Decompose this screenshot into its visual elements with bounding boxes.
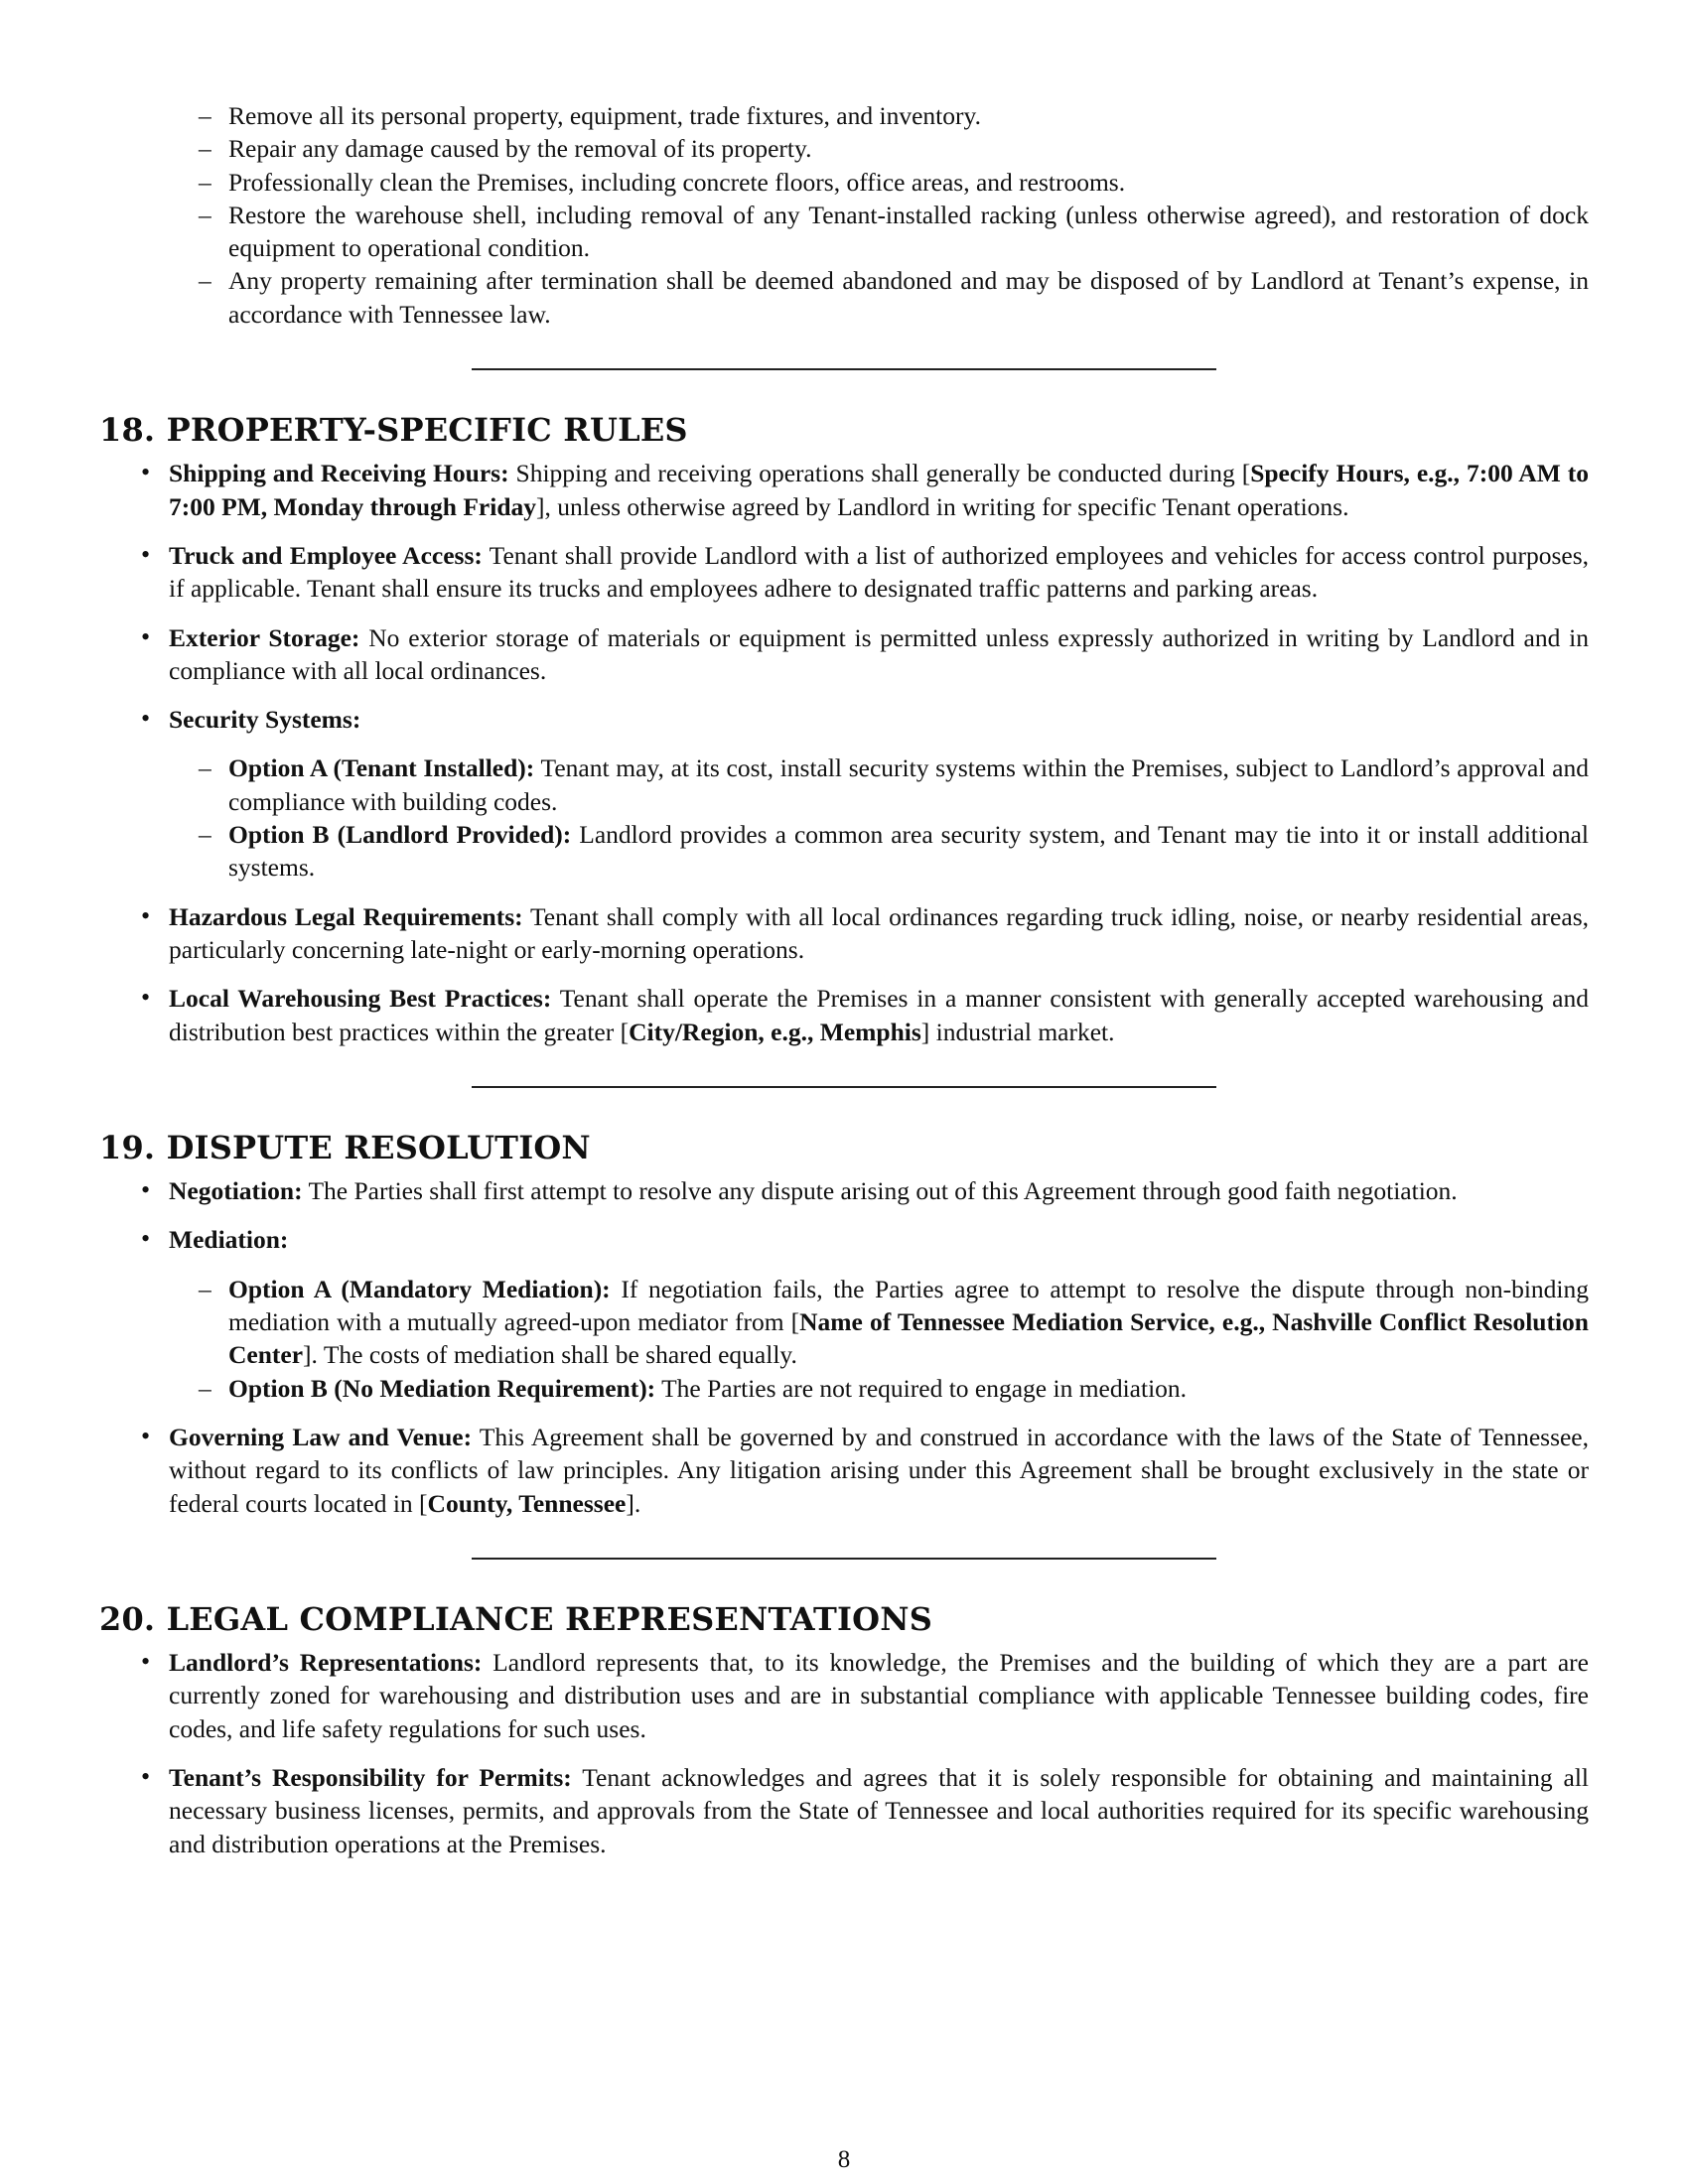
list-item: – Repair any damage caused by the removal of its property. (228, 132, 1589, 165)
section-18-list (99, 457, 1589, 1047)
item-label: Local Warehousing Best Practices: (169, 984, 552, 1014)
item-label: Hazardous Legal Requirements: (169, 901, 523, 931)
item-label: Governing Law and Venue: (169, 1422, 473, 1451)
list-item (228, 818, 1589, 885)
item-label: Exterior Storage: (169, 622, 360, 652)
section-20-list (99, 1646, 1589, 1860)
list-item-hazardous-requirements (169, 900, 1589, 967)
placeholder-text: City/Region, e.g., Memphis (629, 1017, 921, 1046)
item-text: Tenant acknowledges and agrees that it is solely responsible for obtaining and maintaining all necessary business licenses, permits, and approvals from the State of Tennessee and local authorities required for its specific warehousing and distribution operations at the Premises. (169, 1762, 1589, 1858)
mediation-options-list (169, 1273, 1589, 1405)
item-text: Landlord provides a common area security system, and Tenant may tie into it or install additional systems. (228, 820, 1590, 883)
list-item (228, 1273, 1589, 1372)
item-text: Tenant shall comply with all local ordinances regarding truck idling, noise, or nearby residential areas, particularly concerning late-night or early-morning operations. (169, 901, 1589, 964)
list-item-shipping-hours (169, 457, 1589, 523)
item-text: ] industrial market. (920, 1017, 1115, 1046)
item-text: ]. (626, 1488, 641, 1518)
item-label: Negotiation: (169, 1176, 303, 1206)
list-item: – Any property remaining after termination shall be deemed abandoned and may be disposed of by Landlord at Tenant’s expense, in accordance with Tennessee law. (228, 264, 1589, 331)
item-text: No exterior storage of materials or equipment is permitted unless expressly authorized in writing by Landlord and in compliance with all local ordinances. (169, 622, 1589, 685)
item-label: Tenant’s Responsibility for Permits: (169, 1762, 572, 1792)
section-19-heading: 19. DISPUTE RESOLUTION (99, 1128, 591, 1166)
item-text: This Agreement shall be governed by and construed in accordance with the laws of the State of Tennessee, without regard to its conflicts of law principles. Any litigation arising under this Agreement shall be brought exclusively in the state or federal courts located in [ (169, 1422, 1589, 1518)
list-item-negotiation (169, 1174, 1589, 1207)
section-20-heading: 20. LEGAL COMPLIANCE REPRESENTATIONS (99, 1599, 933, 1638)
list-item-truck-access (169, 539, 1589, 606)
item-text: The Parties shall first attempt to resolve any dispute arising out of this Agreement through good faith negotiation. (302, 1176, 1458, 1206)
item-text: Landlord represents that, to its knowledge, the Premises and the building of which they are a part are currently zoned for warehousing and distribution uses and are in substantial compliance with applicable Tennessee building codes, fire codes, and life safety regulations for such uses. (169, 1648, 1589, 1743)
item-text: ]. The costs of mediation shall be shared equally. (303, 1340, 797, 1370)
list-item (228, 1372, 1589, 1405)
item-label: Shipping and Receiving Hours: (169, 459, 509, 488)
option-label: Option B (No Mediation Requirement): (228, 1373, 656, 1403)
list-item-landlord-representations (169, 1646, 1589, 1745)
option-label: Option A (Mandatory Mediation): (228, 1274, 611, 1303)
item-label: Truck and Employee Access: (169, 540, 483, 570)
list-item-tenant-permits (169, 1761, 1589, 1860)
list-item-mediation (169, 1223, 1589, 1404)
list-item: – Professionally clean the Premises, including concrete floors, office areas, and restrooms. (228, 166, 1589, 199)
item-text: Shipping and receiving operations shall generally be conducted during [ (508, 459, 1251, 488)
page-number: 8 (837, 2146, 851, 2173)
list-item-exterior-storage (169, 621, 1589, 688)
list-item-security-systems (169, 703, 1589, 884)
item-text: If negotiation fails, the Parties agree to attempt to resolve the dispute through non-binding mediation with a mutually agreed-upon mediator from [ (228, 1274, 1589, 1337)
list-item (228, 751, 1589, 818)
item-text: Tenant shall operate the Premises in a manner consistent with generally accepted warehousing and distribution best practices within the greater [ (169, 984, 1590, 1046)
section-19-list (99, 1174, 1589, 1520)
placeholder-text: Specify Hours, e.g., 7:00 AM to 7:00 PM, Monday through Friday (169, 459, 1589, 521)
list-item-governing-law (169, 1421, 1589, 1520)
item-text: Tenant may, at its cost, install security systems within the Premises, subject to Landlord’s approval and compliance with building codes. (228, 753, 1589, 816)
document-page (99, 99, 1589, 1876)
move-out-obligations-list (99, 99, 1589, 331)
item-text: Tenant shall provide Landlord with a list of authorized employees and vehicles for access control purposes, if applicable. Tenant shall ensure its trucks and employees adhere to designated traffic patterns and parking areas. (169, 540, 1589, 604)
section-18-heading: 18. PROPERTY-SPECIFIC RULES (99, 411, 688, 450)
security-options-list (169, 751, 1589, 884)
list-item: – Restore the warehouse shell, including removal of any Tenant-installed racking (unless otherwise agreed), and restoration of dock equipment to operational condition. (228, 199, 1589, 265)
placeholder-text: County, Tennessee (427, 1488, 627, 1518)
item-text: ], unless otherwise agreed by Landlord in writing for specific Tenant operations. (536, 491, 1349, 521)
list-item: – Remove all its personal property, equipment, trade fixtures, and inventory. (228, 99, 1589, 132)
item-label: Landlord’s Representations: (169, 1648, 483, 1678)
list-item-best-practices (169, 982, 1589, 1048)
item-text: The Parties are not required to engage in mediation. (655, 1373, 1188, 1403)
item-label: Security Systems: (169, 705, 361, 735)
option-label: Option A (Tenant Installed): (228, 753, 535, 783)
item-label: Mediation: (169, 1225, 289, 1255)
placeholder-text: Name of Tennessee Mediation Service, e.g., Nashville Conflict Resolution Center (228, 1307, 1589, 1370)
option-label: Option B (Landlord Provided): (228, 820, 572, 850)
